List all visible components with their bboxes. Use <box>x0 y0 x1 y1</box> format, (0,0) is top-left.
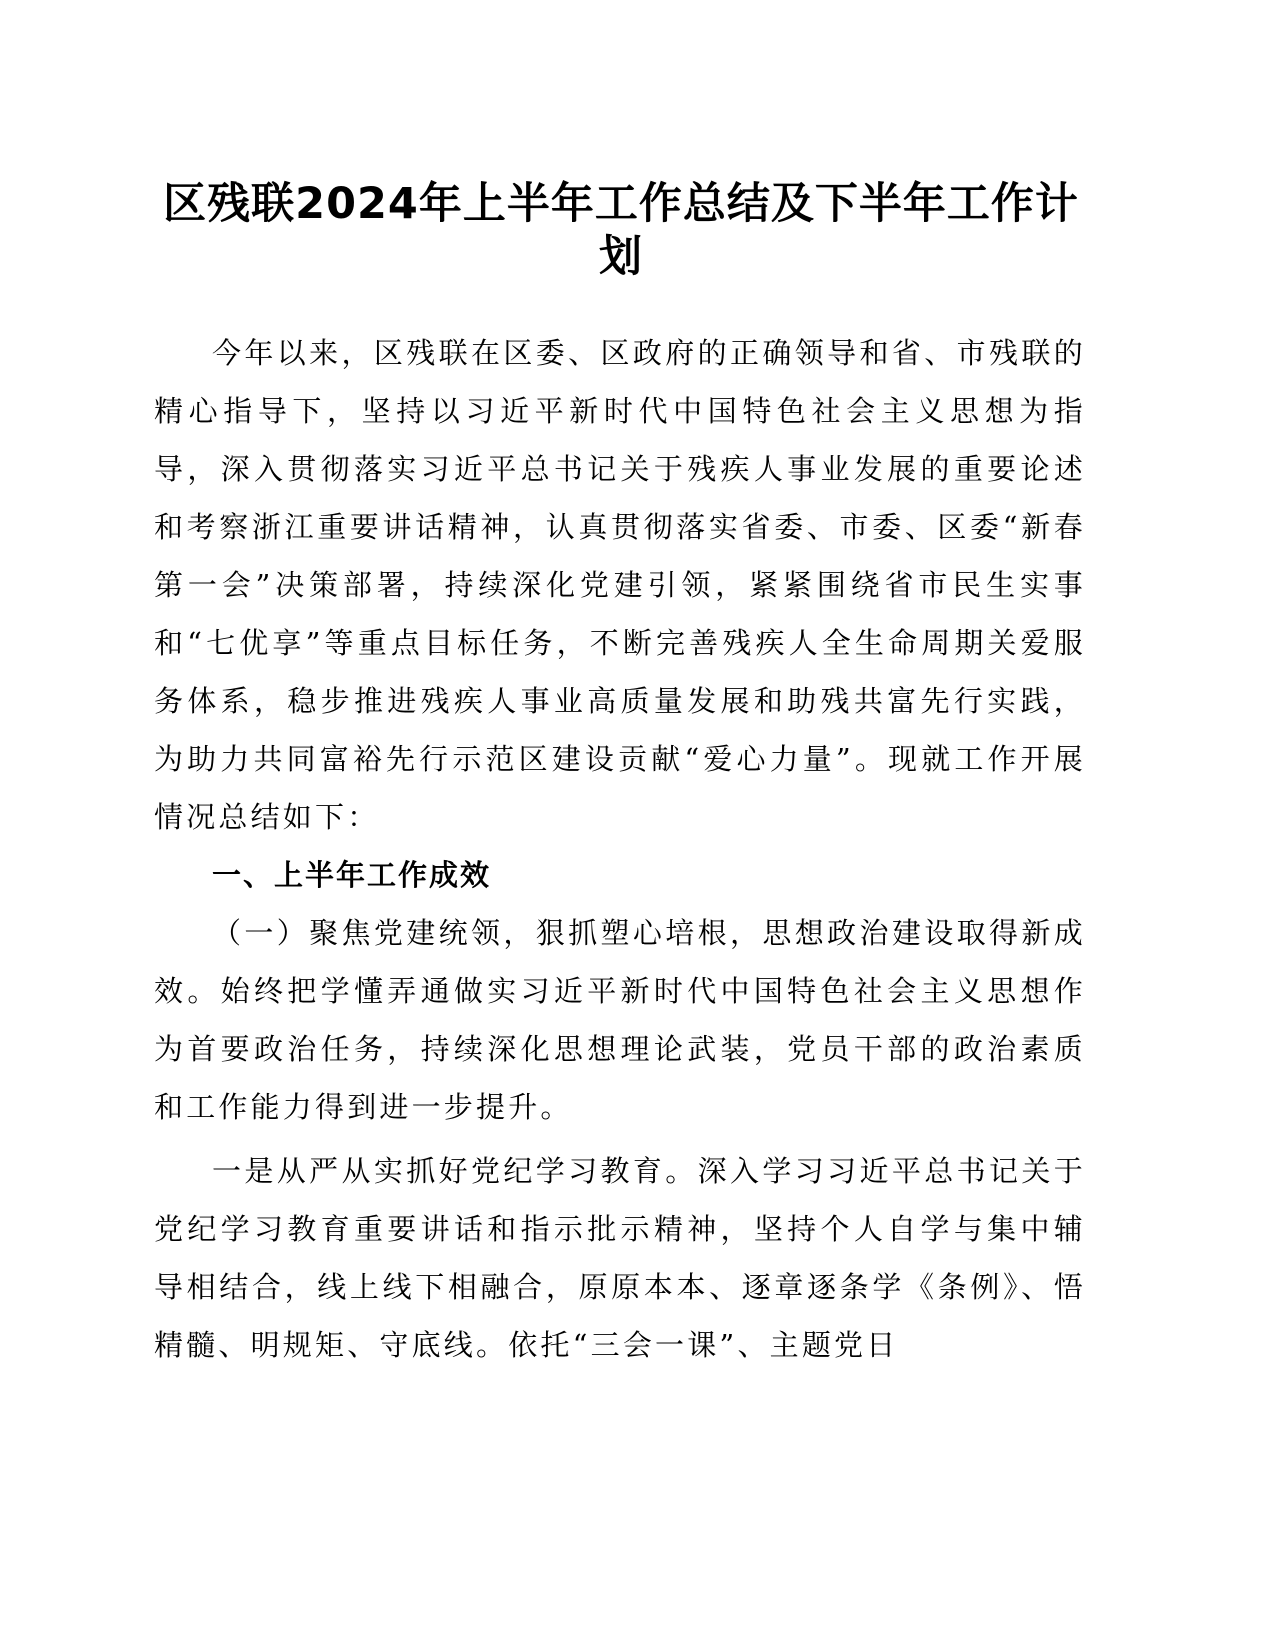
document-title: 区残联2024年上半年工作总结及下半年工作计划 <box>163 179 1079 282</box>
document-body <box>154 324 1086 1374</box>
intro-paragraph: 今年以来，区残联在区委、区政府的正确领导和省、市残联的精心指导下，坚持以习近平新时代中国特色社会主义思想为指导，深入贯彻落实习近平总书记关于残疾人事业发展的重要论述和考察浙江重要讲话精神，认真贯彻落实省委、市委、区委“新春第一会”决策部署，持续深化党建引领，紧紧围绕省市民生实事和“七优享”等重点目标任务，不断完善残疾人全生命周期关爱服务体系，稳步推进残疾人事业高质量发展和助残共富先行实践，为助力共同富裕先行示范区建设贡献“爱心力量”。现就工作开展情况总结如下： <box>154 336 1086 834</box>
body-paragraph: 一是从严从实抓好党纪学习教育。深入学习习近平总书记关于党纪学习教育重要讲话和指示批示精神，坚持个人自学与集中辅导相结合，线上线下相融合，原原本本、逐章逐条学《条例》、悟精髓、明规矩、守底线。依托“三会一课”、主题党日 <box>154 1154 1086 1362</box>
subsection-paragraph: （一）聚焦党建统领，狠抓塑心培根，思想政治建设取得新成效。始终把学懂弄通做实习近平新时代中国特色社会主义思想作为首要政治任务，持续深化思想理论武装，党员干部的政治素质和工作能力得到进一步提升。 <box>154 916 1086 1124</box>
section-heading: 一、上半年工作成效 <box>212 858 492 892</box>
